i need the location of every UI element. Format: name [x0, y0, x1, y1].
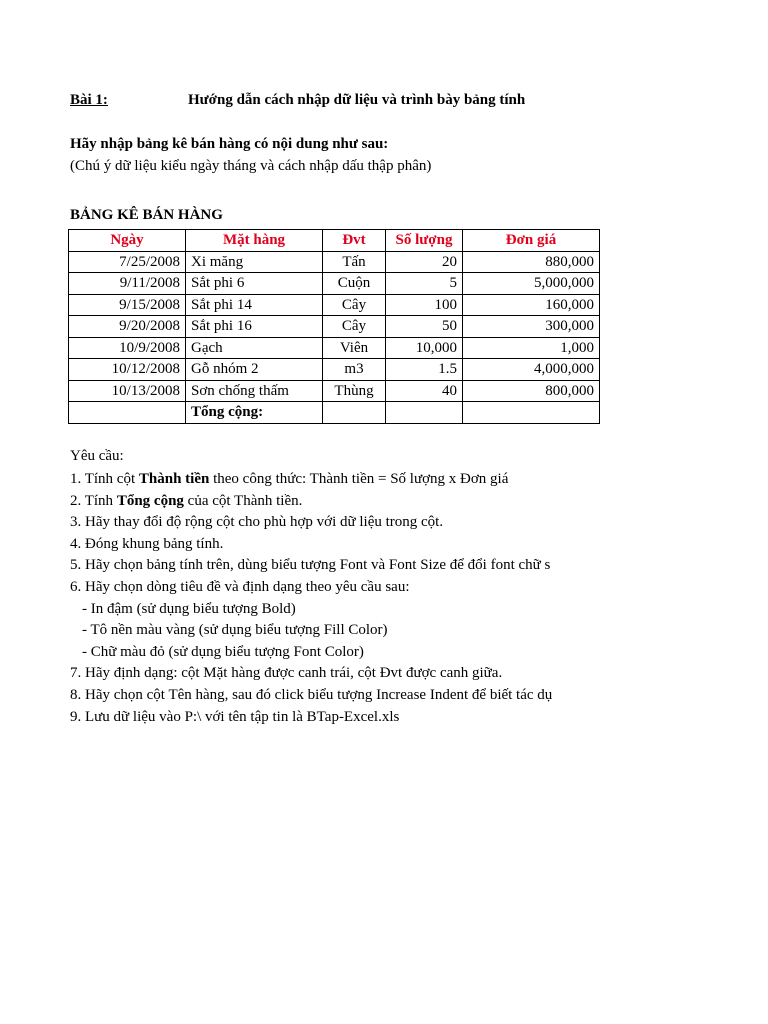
- table-row: [69, 359, 600, 381]
- unit-cell: Cây: [323, 294, 386, 316]
- table-body: [69, 251, 600, 402]
- requirement-text: - Tô nền màu vàng (sử dụng biểu tượng Fill Color): [82, 622, 388, 639]
- quantity-cell: 10,000: [386, 337, 463, 359]
- requirement-item: [70, 469, 768, 491]
- table-row: [69, 251, 600, 273]
- quantity-cell: 5: [386, 273, 463, 295]
- table-row: [69, 316, 600, 338]
- requirements-title: Yêu cầu:: [70, 448, 124, 464]
- date-cell: 10/13/2008: [69, 380, 186, 402]
- requirements-list: [70, 469, 768, 728]
- quantity-cell: 50: [386, 316, 463, 338]
- column-header-quantity: Số lượng: [386, 230, 463, 252]
- item-cell: Sắt phi 16: [186, 316, 323, 338]
- requirement-item: [70, 555, 768, 577]
- requirement-text: 2. Tính: [70, 492, 117, 509]
- total-row: [69, 402, 600, 424]
- intro-text: Hãy nhập bảng kê bán hàng có nội dung như sau:: [70, 136, 389, 152]
- total-label: Tổng cộng:: [186, 402, 323, 424]
- table-row: [69, 294, 600, 316]
- requirement-text: - Chữ màu đỏ (sử dụng biểu tượng Font Color): [82, 643, 364, 660]
- table-row: [69, 380, 600, 402]
- requirement-item: [70, 707, 768, 729]
- table-row: [69, 273, 600, 295]
- requirement-item: [70, 685, 768, 707]
- price-cell: 1,000: [463, 337, 600, 359]
- item-cell: Gỗ nhóm 2: [186, 359, 323, 381]
- date-cell: 9/11/2008: [69, 273, 186, 295]
- date-cell: 10/12/2008: [69, 359, 186, 381]
- requirement-bold-term: Tổng cộng: [116, 492, 184, 509]
- column-header-price: Đơn giá: [463, 230, 600, 252]
- item-cell: Sắt phi 14: [186, 294, 323, 316]
- sales-table: [68, 229, 600, 424]
- unit-cell: Cuộn: [323, 273, 386, 295]
- requirement-text: 8. Hãy chọn cột Tên hàng, sau đó click biểu tượng Increase Indent để biết tác dụ: [70, 686, 553, 703]
- note-text: (Chú ý dữ liệu kiểu ngày tháng và cách nhập dấu thập phân): [70, 158, 432, 174]
- item-cell: Gạch: [186, 337, 323, 359]
- column-header-unit: Đvt: [323, 230, 386, 252]
- requirement-item: [70, 663, 768, 685]
- table-row: [69, 337, 600, 359]
- requirement-item: [70, 620, 768, 642]
- column-header-date: Ngày: [69, 230, 186, 252]
- requirement-bold-term: Thành tiền: [138, 471, 210, 487]
- requirement-text: 6. Hãy chọn dòng tiêu đề và định dạng theo yêu cầu sau:: [70, 578, 410, 595]
- unit-cell: Thùng: [323, 380, 386, 402]
- requirement-text: 7. Hãy định dạng: cột Mặt hàng được canh trái, cột Đvt được canh giữa.: [70, 665, 503, 682]
- date-cell: 9/20/2008: [69, 316, 186, 338]
- requirement-item: [70, 534, 768, 556]
- lesson-number: Bài 1:: [70, 92, 108, 108]
- requirement-item: [70, 642, 768, 664]
- table-header-row: [69, 230, 600, 252]
- requirement-text: 4. Đóng khung bảng tính.: [70, 535, 224, 552]
- date-cell: 10/9/2008: [69, 337, 186, 359]
- requirement-item: [70, 577, 768, 599]
- price-cell: 880,000: [463, 251, 600, 273]
- date-cell: 7/25/2008: [69, 251, 186, 273]
- quantity-cell: 1.5: [386, 359, 463, 381]
- requirement-item: [70, 599, 768, 621]
- requirement-text-rest: của cột Thành tiền.: [183, 492, 303, 509]
- total-empty-cell: [463, 402, 600, 424]
- quantity-cell: 40: [386, 380, 463, 402]
- column-header-item: Mặt hàng: [186, 230, 323, 252]
- requirement-text: 1. Tính cột: [70, 471, 139, 487]
- total-empty-cell: [69, 402, 186, 424]
- unit-cell: Cây: [323, 316, 386, 338]
- total-empty-cell: [386, 402, 463, 424]
- requirement-text: 5. Hãy chọn bảng tính trên, dùng biểu tượng Font và Font Size để đổi font chữ s: [70, 557, 551, 574]
- requirement-item: [70, 512, 768, 534]
- requirement-item: [70, 491, 768, 513]
- quantity-cell: 20: [386, 251, 463, 273]
- price-cell: 5,000,000: [463, 273, 600, 295]
- unit-cell: m3: [323, 359, 386, 381]
- price-cell: 300,000: [463, 316, 600, 338]
- total-empty-cell: [323, 402, 386, 424]
- item-cell: Xi măng: [186, 251, 323, 273]
- unit-cell: Tấn: [323, 251, 386, 273]
- date-cell: 9/15/2008: [69, 294, 186, 316]
- price-cell: 800,000: [463, 380, 600, 402]
- lesson-title: Hướng dẫn cách nhập dữ liệu và trình bày bảng tính: [188, 92, 526, 108]
- price-cell: 4,000,000: [463, 359, 600, 381]
- requirement-text: - In đậm (sử dụng biểu tượng Bold): [82, 600, 296, 617]
- requirement-text-rest: theo công thức: Thành tiền = Số lượng x Đơn giá: [209, 471, 509, 487]
- price-cell: 160,000: [463, 294, 600, 316]
- item-cell: Sơn chống thấm: [186, 380, 323, 402]
- quantity-cell: 100: [386, 294, 463, 316]
- requirement-text: 3. Hãy thay đổi độ rộng cột cho phù hợp với dữ liệu trong cột.: [70, 514, 444, 531]
- table-title: BẢNG KÊ BÁN HÀNG: [70, 207, 223, 223]
- item-cell: Sắt phi 6: [186, 273, 323, 295]
- requirement-text: 9. Lưu dữ liệu vào P:\ với tên tập tin là BTap-Excel.xls: [70, 708, 400, 725]
- unit-cell: Viên: [323, 337, 386, 359]
